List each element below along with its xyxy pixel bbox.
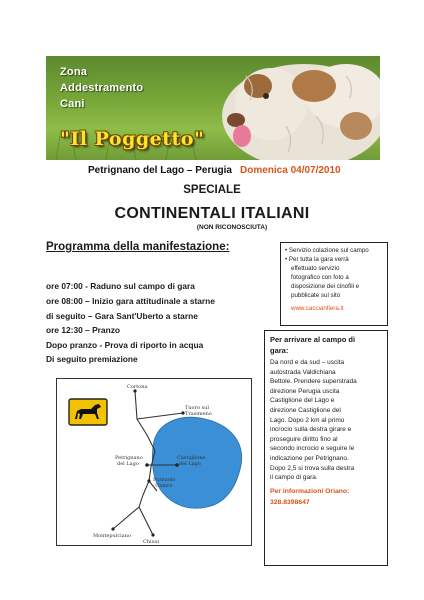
contact-label: Per informazioni Oriano: bbox=[270, 487, 350, 495]
map-label-chiusi: Chiusi bbox=[143, 539, 160, 545]
services-box bbox=[280, 242, 388, 326]
directions-line: Da nord e da sud – uscita bbox=[270, 359, 345, 366]
map-label-petrignano: del Lago bbox=[117, 461, 139, 467]
directions-line: indicazione per Petrignano. bbox=[270, 454, 349, 462]
banner-club-name: "Il Poggetto" bbox=[60, 128, 205, 150]
map-label-tuoro: Tuoro sul bbox=[185, 405, 209, 411]
directions-line: incrocio sulla destra girare e bbox=[270, 426, 352, 434]
directions-line: Bettole. Prendere superstrada bbox=[270, 378, 357, 386]
event-speciale: SPECIALE bbox=[183, 184, 241, 196]
directions-line: secondo incrocio e seguire le bbox=[270, 445, 355, 453]
banner-line-zona: Zona bbox=[60, 66, 88, 78]
map-label-petrignano: Petrignano bbox=[115, 455, 143, 461]
location-map bbox=[56, 378, 252, 546]
services-site-link[interactable]: www.caccianfiera.it bbox=[291, 305, 344, 312]
directions-line: autostrada Valdichiana bbox=[270, 368, 336, 376]
services-line: effettuato servizio bbox=[291, 265, 340, 272]
program-line: ore 07:00 - Raduno sul campo di gara bbox=[46, 281, 195, 291]
map-label-castiglione: Castiglione bbox=[177, 455, 206, 461]
contact-phone[interactable]: 328.8398647 bbox=[270, 498, 310, 506]
services-line: • Servizio colazione sul campo bbox=[285, 246, 383, 255]
event-location: Petrignano del Lago – Perugia bbox=[88, 165, 232, 176]
map-label-cortona: Cortona bbox=[127, 384, 148, 390]
directions-line: Lago. Dopo 2 km al primo bbox=[270, 416, 345, 424]
program-title: Programma della manifestazione: bbox=[46, 241, 230, 253]
program-line: Dopo pranzo - Prova di riporto in acqua bbox=[46, 340, 204, 350]
services-line: fotografico con foto a bbox=[291, 274, 349, 281]
directions-line: il campo di gara. bbox=[270, 474, 318, 482]
map-town-dot bbox=[111, 527, 114, 530]
program-line: di seguito – Gara Sant'Uberto a starne bbox=[46, 311, 198, 321]
directions-line: Dopo 2,5 si trova sulla destra bbox=[270, 464, 355, 472]
hunting-dog-sign-icon bbox=[69, 399, 107, 425]
program-line: ore 12:30 – Pranzo bbox=[46, 325, 121, 335]
directions-title: Per arrivare al campo di bbox=[270, 335, 356, 344]
directions-line: direzione Castiglione del bbox=[270, 406, 341, 414]
services-line: disposizione dei cinofili e bbox=[291, 283, 360, 290]
map-label-castiglione: del Lago bbox=[179, 461, 201, 467]
map-drawing bbox=[57, 379, 252, 546]
map-town-dot bbox=[151, 533, 154, 536]
event-subtitle: (NON RICONOSCIUTA) bbox=[196, 224, 268, 231]
header-banner bbox=[46, 56, 380, 160]
event-date: Domenica 04/07/2010 bbox=[240, 165, 341, 176]
directions-line: direzione Perugia uscita bbox=[270, 387, 340, 395]
program-line: Di seguito premiazione bbox=[46, 354, 138, 364]
directions-line: proseguire diritto fino al bbox=[270, 435, 338, 443]
services-line: pubblicate sul sito bbox=[291, 292, 341, 299]
event-title: CONTINENTALI ITALIANI bbox=[114, 205, 310, 222]
services-line: • Per tutta la gara verrà bbox=[285, 255, 383, 264]
directions-box bbox=[264, 330, 388, 566]
map-label-montepulciano: Montepulciano bbox=[93, 533, 131, 539]
banner-line-cani: Cani bbox=[60, 98, 85, 110]
map-label-pozzuolo: Umbro bbox=[155, 483, 173, 489]
directions-line: Castiglione del Lago e bbox=[270, 397, 335, 405]
banner-line-addestramento: Addestramento bbox=[60, 82, 144, 94]
directions-title: gara: bbox=[270, 346, 289, 355]
program-line: ore 08:00 – Inizio gara attitudinale a starne bbox=[46, 296, 215, 306]
map-label-pozzuolo: Pozzuolo bbox=[153, 477, 176, 483]
map-label-tuoro: Trasimeno bbox=[185, 411, 212, 417]
map-town-dot bbox=[147, 479, 150, 482]
map-town-dot bbox=[145, 463, 149, 467]
